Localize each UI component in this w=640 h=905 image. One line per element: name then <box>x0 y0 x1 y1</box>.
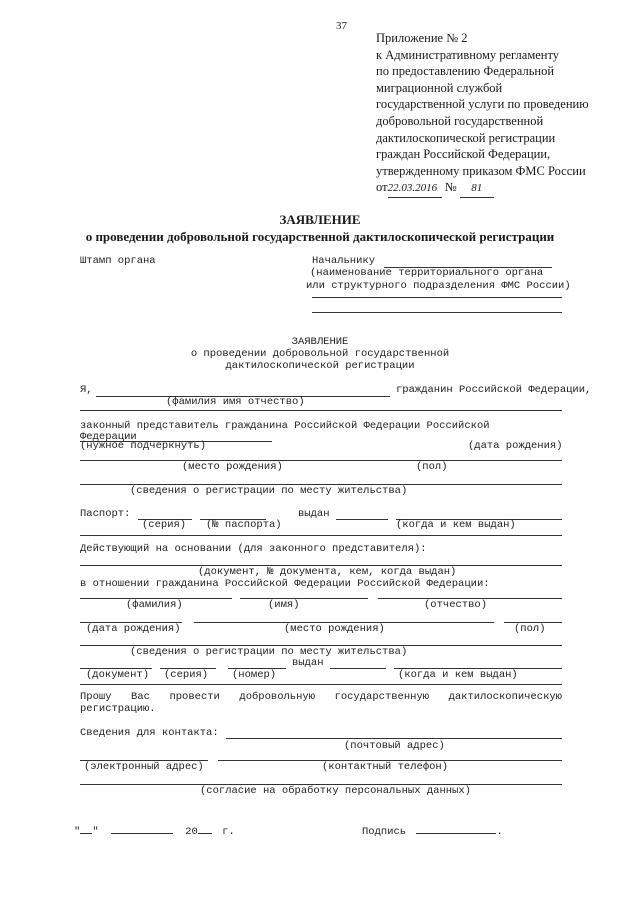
page-number: 37 <box>336 20 347 32</box>
postal-caption: (почтовый адрес) <box>344 740 445 752</box>
doc-number-caption: (номер) <box>232 669 277 681</box>
patronymic-caption: (отчество) <box>424 599 488 611</box>
email-caption: (электронный адрес) <box>84 761 204 773</box>
stamp-label: Штамп органа <box>80 255 156 267</box>
chief-extra-line <box>312 312 562 313</box>
appendix-line: к Административному регламенту <box>376 47 560 62</box>
appendix-line: граждан Российской Федерации, <box>376 147 551 162</box>
appendix-line: по предоставлению Федеральной <box>376 64 555 79</box>
appendix-line: дактилоскопической регистрации <box>376 130 556 145</box>
blank-line <box>80 410 562 411</box>
date-quote: " <box>92 826 99 838</box>
issued-by-caption: (когда и кем выдан) <box>396 519 516 531</box>
request-text <box>80 691 562 703</box>
legal-rep-text: Федерации <box>80 431 137 443</box>
appendix-block <box>376 30 589 198</box>
doc-issued-line <box>330 668 386 669</box>
issued-line <box>336 519 388 520</box>
passport-number-caption: (№ паспорта) <box>206 519 282 531</box>
chief-label: Начальнику <box>312 255 376 267</box>
name-line <box>240 598 368 599</box>
request-text: регистрацию. <box>80 703 156 715</box>
request-word: дактилоскопическую <box>448 691 562 703</box>
chief-caption: (наименование территориального органа <box>310 267 544 279</box>
year-blank <box>198 833 212 834</box>
date-prefix: от <box>376 180 388 195</box>
birth-date-caption: (дата рождения) <box>468 440 563 452</box>
regarding-label: в отношении гражданина Российской Федерации Российской Федерации: <box>80 578 490 590</box>
request-word: государственную <box>334 691 430 703</box>
surname-caption: (фамилия) <box>126 599 183 611</box>
number-label: № <box>444 180 457 195</box>
blank-line <box>80 535 562 536</box>
contact-label: Сведения для контакта: <box>80 727 219 739</box>
request-word: Прошу <box>80 691 112 703</box>
sex-caption: (пол) <box>416 461 448 473</box>
i-label: Я, <box>80 384 93 396</box>
rep-issued-label: выдан <box>292 657 324 669</box>
date-quote: " <box>74 826 81 838</box>
rep-registration-caption: (сведения о регистрации по месту жительства) <box>130 646 408 658</box>
year-suffix: г. <box>222 826 235 838</box>
signature-end: . <box>496 826 503 838</box>
document-caption: (документ, № документа, кем, когда выдан) <box>198 566 457 578</box>
series-caption: (серия) <box>142 519 187 531</box>
citizen-label: гражданин Российской Федерации, <box>396 384 592 396</box>
request-word: Вас <box>131 691 150 703</box>
month-blank <box>111 833 173 834</box>
year-prefix: 20 <box>185 826 198 838</box>
appendix-line: миграционной службой <box>376 80 503 95</box>
appendix-date-line <box>376 179 589 198</box>
document-title: ЗАЯВЛЕНИЕ <box>279 212 361 227</box>
chief-caption: или структурного подразделения ФМС России) <box>306 280 571 292</box>
acting-label: Действующий на основании (для законного представителя): <box>80 543 427 555</box>
document-subtitle: о проведении добровольной государственной дактилоскопической регистрации <box>85 229 555 244</box>
form-subtitle: дактилоскопической регистрации <box>225 360 415 372</box>
chief-extra-line <box>312 297 562 298</box>
handwritten-date: 22.03.2016 <box>388 180 442 198</box>
appendix-line: добровольной государственной <box>376 113 544 128</box>
signature-label: Подпись <box>362 826 407 838</box>
consent-caption: (согласие на обработку персональных данных) <box>200 785 471 797</box>
name-caption: (имя) <box>268 599 300 611</box>
birth-place-caption: (место рождения) <box>182 461 283 473</box>
date-field <box>74 826 235 838</box>
underline-caption: (нужное подчеркнуть) <box>80 440 207 452</box>
rep-sex-caption: (пол) <box>514 623 546 635</box>
doc-series-caption: (серия) <box>164 669 209 681</box>
form-subtitle: о проведении добровольной государственной <box>190 348 450 360</box>
handwritten-number: 81 <box>460 180 494 198</box>
doc-caption: (документ) <box>86 669 150 681</box>
appendix-line: государственной услуги по проведению <box>376 97 589 112</box>
legal-rep-text: законный представитель гражданина Российской Федерации Российской <box>80 420 490 432</box>
form-title: ЗАЯВЛЕНИЕ <box>291 336 349 348</box>
doc-issued-caption: (когда и кем выдан) <box>398 669 518 681</box>
phone-caption: (контактный телефон) <box>322 761 449 773</box>
passport-label: Паспорт: <box>80 508 131 520</box>
blank-line <box>80 684 562 685</box>
blank-line <box>80 460 562 461</box>
appendix-line: Приложение № 2 <box>376 31 468 45</box>
signature-line <box>416 833 496 834</box>
signature-field <box>362 826 503 838</box>
rep-birth-place-caption: (место рождения) <box>284 623 385 635</box>
appendix-line: утвержденному приказом ФМС России <box>376 163 586 178</box>
rep-birth-date-caption: (дата рождения) <box>86 623 181 635</box>
postal-line <box>226 738 562 739</box>
day-blank <box>80 833 92 834</box>
request-word: добровольную <box>239 691 316 703</box>
fio-caption: (фамилия имя отчество) <box>166 396 305 408</box>
issued-label: выдан <box>298 508 330 520</box>
request-word: провести <box>169 691 220 703</box>
registration-caption: (сведения о регистрации по месту жительства) <box>130 485 408 497</box>
